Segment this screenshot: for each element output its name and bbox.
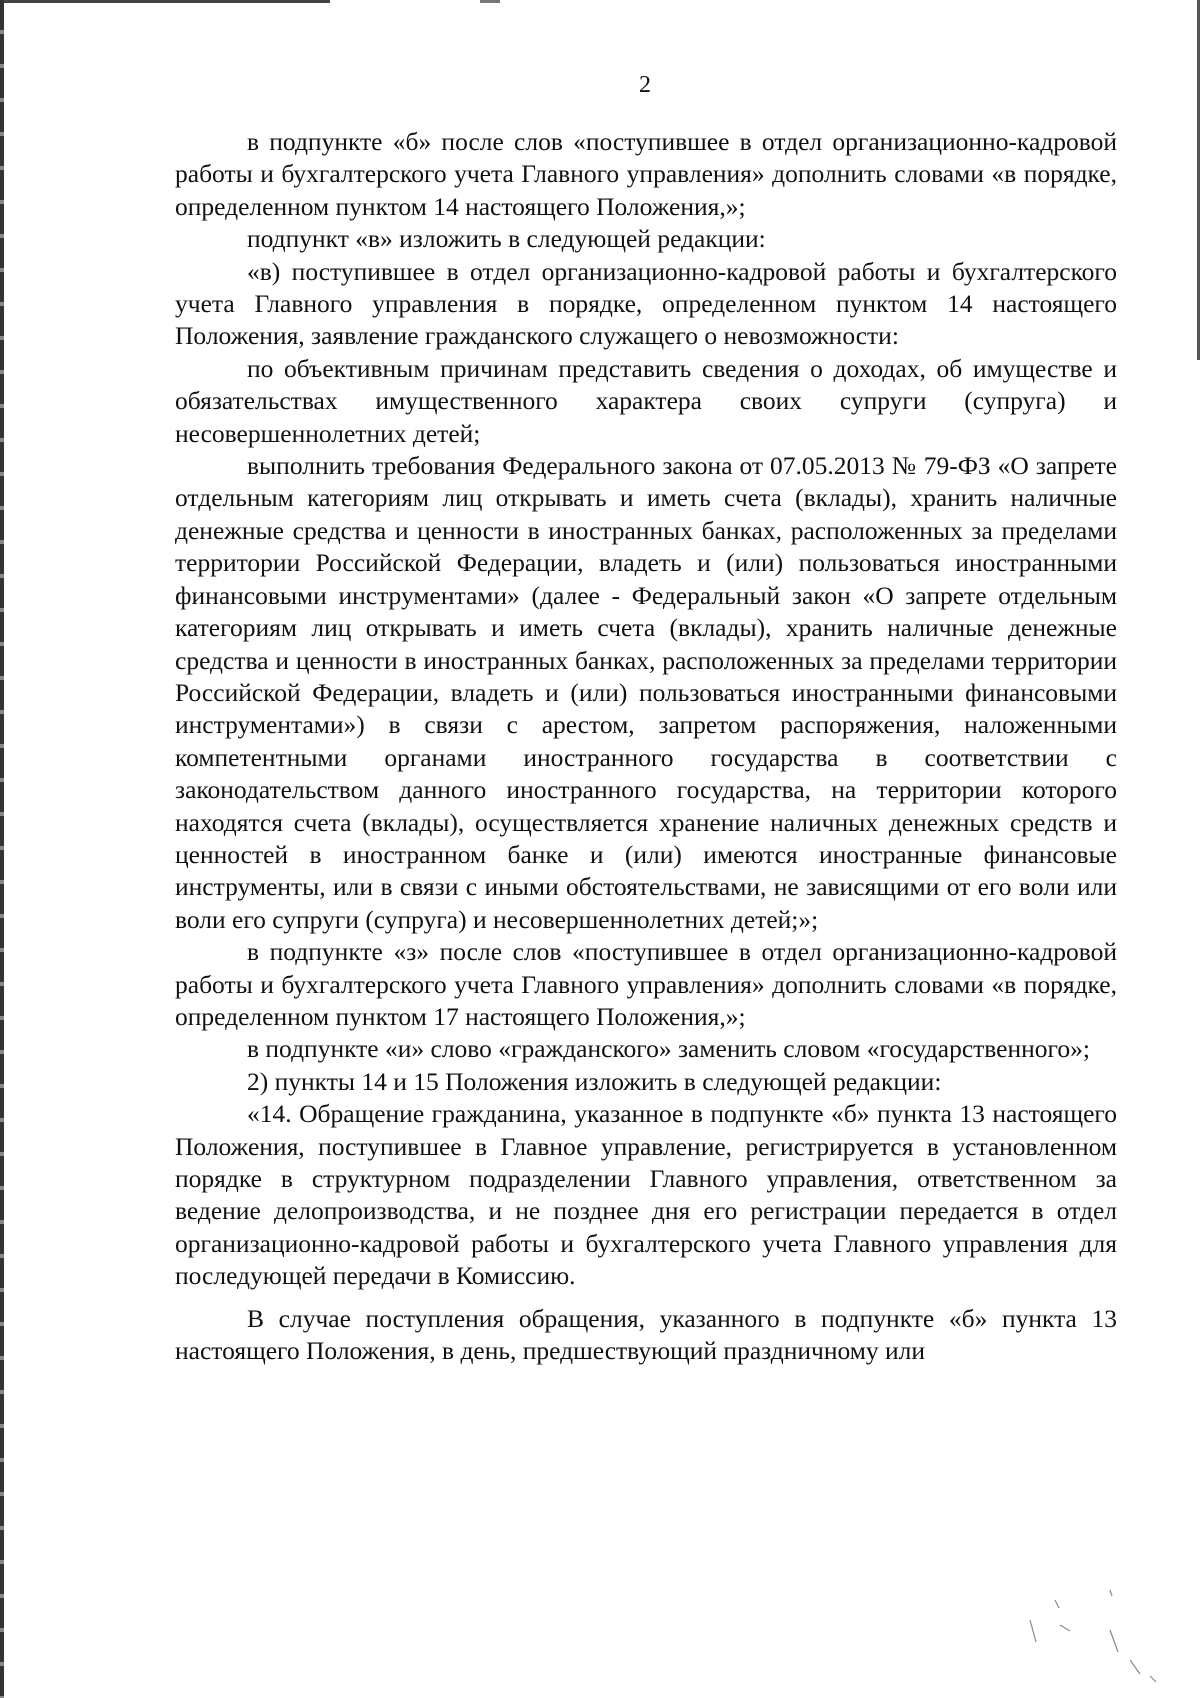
paragraph: «в) поступившее в отдел организационно-кадровой работы и бухгалтерского учета Главного управления в порядке, определенном пунктом 14 настоящего Положения, заявление гражданского служащего о невозможности: [175, 256, 1117, 351]
paragraph: в подпункте «б» после слов «поступившее в отдел организационно-кадровой работы и бухгалтерского учета Главного управления» дополнить словами «в порядке, определенном пунктом 14 настоящего Положения,»; [175, 127, 1117, 221]
paragraph: подпункт «в» изложить в следующей редакции: [247, 224, 766, 254]
paragraph: в подпункте «и» слово «гражданского» заменить словом «государственного»; [247, 1034, 1090, 1064]
page-number: 2 [639, 72, 651, 98]
paragraph: по объективным причинам представить сведения о доходах, об имуществе и обязательствах имущественного характера своих супруги (супруга) и несовершеннолетних детей; [175, 353, 1117, 448]
paragraph: в подпункте «з» после слов «поступившее в отдел организационно-кадровой работы и бухгалтерского учета Главного управления» дополнить словами «в порядке, определенном пунктом 17 настоящего Положения,»; [175, 937, 1117, 1031]
paragraph: «14. Обращение гражданина, указанное в подпункте «б» пункта 13 настоящего Положения, поступившее в Главное управление, регистрируется в установленном порядке в структурном подразделении Главного управления, ответственном за ведение делопроизводства, и не позднее дня его регистрации передается в отдел организационно-кадровой работы и бухгалтерского учета Главного управления для последующей передачи в Комиссию. [175, 1099, 1117, 1291]
paragraph: В случае поступления обращения, указанного в подпункте «б» пункта 13 настоящего Положения, в день, предшествующий праздничному или [175, 1303, 1117, 1366]
scan-artifact-marks [1010, 1580, 1180, 1690]
scan-edge-left [0, 0, 4, 1698]
scan-edge-top [0, 0, 1200, 3]
document-body [175, 126, 1117, 1367]
paragraph: 2) пункты 14 и 15 Положения изложить в следующей редакции: [247, 1066, 942, 1096]
paragraph: выполнить требования Федерального закона от 07.05.2013 № 79-ФЗ «О запрете отдельным категориям лиц открывать и иметь счета (вклады), хранить наличные денежные средства и ценности в иностранных банках, расположенных за пределами территории Российской Федерации, владеть и (или) пользоваться иностранными финансовыми инструментами» (далее - Федеральный закон «О запрете отдельным категориям лиц открывать и иметь счета (вклады), хранить наличные денежные средства и ценности в иностранных банках, расположенных за пределами территории Российской Федерации, владеть и (или) пользоваться иностранными финансовыми инструментами») в связи с арестом, запретом распоряжения, наложенными компетентными органами иностранного государства в соответствии с законодательством данного иностранного государства, на территории которого находятся счета (вклады), осуществляется хранение наличных денежных средств и ценностей в иностранном банке и (или) имеются иностранные финансовые инструменты, или в связи с иными обстоятельствами, не зависящими от его воли или воли его супруги (супруга) и несовершеннолетних детей;»; [175, 451, 1117, 934]
